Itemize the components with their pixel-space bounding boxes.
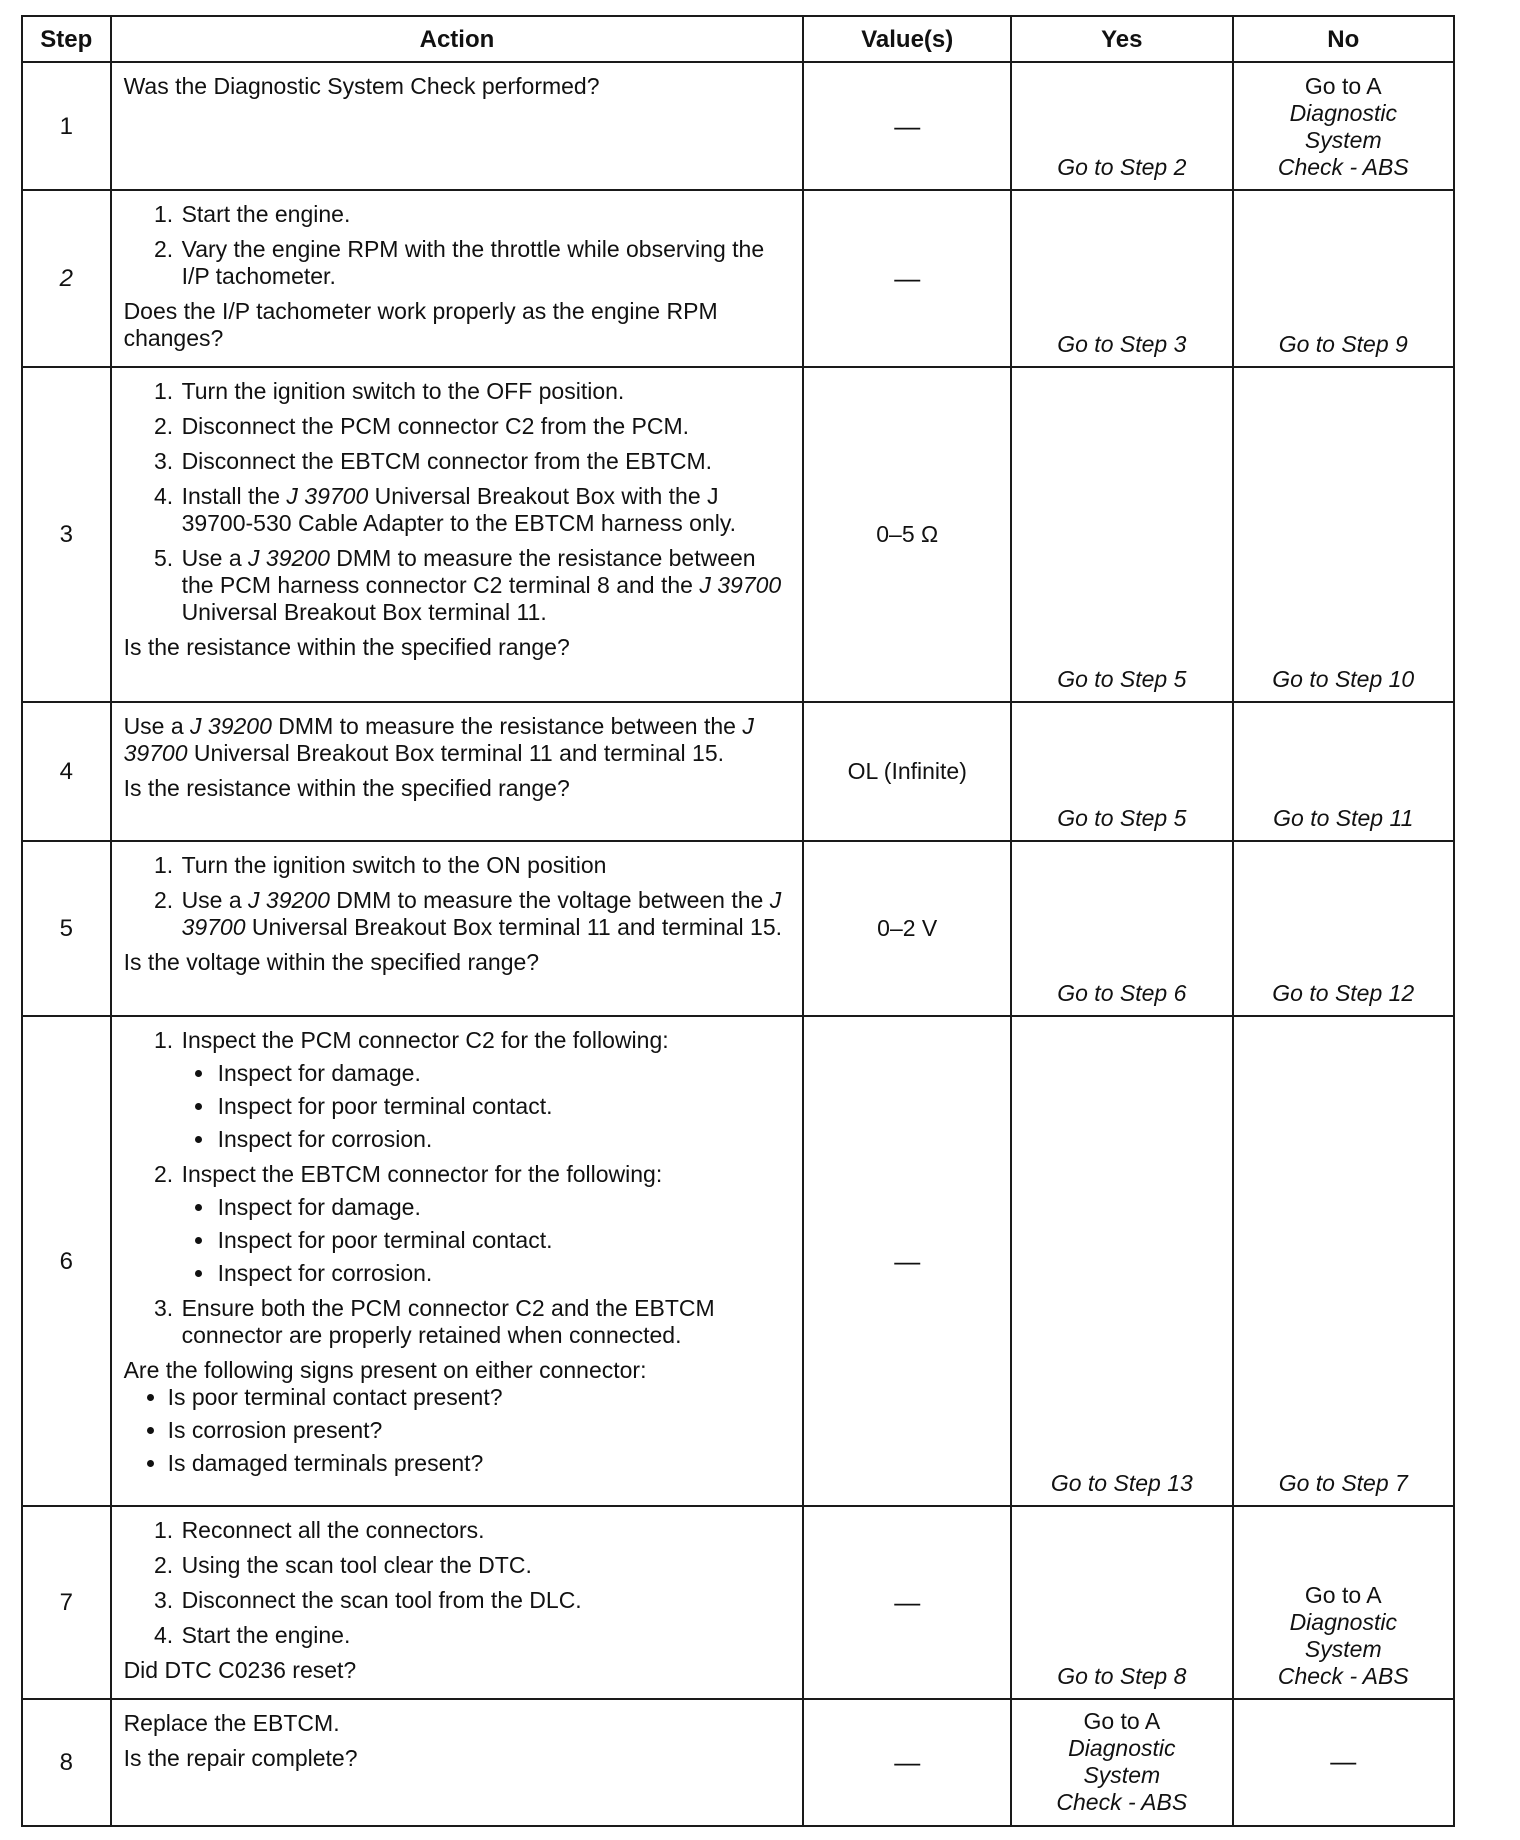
action-cell	[111, 1016, 804, 1506]
action-cell	[111, 190, 804, 367]
no-text: System	[1304, 1636, 1382, 1662]
no-text: Go to A	[1304, 73, 1382, 99]
no-cell: Go to Step 12	[1233, 841, 1454, 1016]
action-question: Is the repair complete?	[123, 1745, 358, 1771]
yes-cell: Go to Step 5	[1011, 367, 1232, 702]
yes-text: Go to A	[1083, 1708, 1161, 1734]
action-item: 3. Disconnect the EBTCM connector from the EBTCM.	[180, 448, 791, 475]
header-row	[22, 16, 1454, 62]
step-number: 3	[22, 367, 111, 702]
text: Inspect the PCM connector C2 for the following:	[181, 1027, 669, 1053]
action-question: Is the voltage within the specified range?	[123, 949, 540, 975]
yes-cell	[1011, 1699, 1232, 1826]
action-cell	[111, 702, 804, 841]
yes-cell: Go to Step 2	[1011, 62, 1232, 190]
value-cell: —	[803, 1016, 1011, 1506]
step-number: 7	[22, 1506, 111, 1699]
action-item: 1. Reconnect all the connectors.	[180, 1517, 791, 1544]
action-item: 1. Turn the ignition switch to the OFF position.	[180, 378, 791, 405]
step-number: 4	[22, 702, 111, 841]
no-text: Go to A	[1304, 1582, 1382, 1608]
action-item: 3. Ensure both the PCM connector C2 and the EBTCM connector are properly retained when connected.	[180, 1295, 791, 1349]
sub-item: • Inspect for corrosion.	[216, 1260, 791, 1287]
tool-ref: J 39700	[181, 887, 782, 940]
action-text: Was the Diagnostic System Check performed?	[123, 73, 600, 99]
sub-item: • Inspect for damage.	[216, 1194, 791, 1221]
no-text: Diagnostic	[1289, 1609, 1397, 1635]
value-cell: —	[803, 1699, 1011, 1826]
action-item: 2. Using the scan tool clear the DTC.	[180, 1552, 791, 1579]
action-cell	[111, 1699, 804, 1826]
action-item: 1. Start the engine.	[180, 201, 791, 228]
question-item: • Is corrosion present?	[168, 1417, 791, 1444]
header-yes: Yes	[1011, 16, 1232, 62]
table-row	[22, 1699, 1454, 1826]
action-question: Does the I/P tachometer work properly as the engine RPM changes?	[123, 298, 718, 351]
value-cell: 0–2 V	[803, 841, 1011, 1016]
table-row	[22, 367, 1454, 702]
no-cell: Go to Step 10	[1233, 367, 1454, 702]
yes-cell: Go to Step 13	[1011, 1016, 1232, 1506]
sub-item: • Inspect for poor terminal contact.	[216, 1227, 791, 1254]
step-number: 2	[22, 190, 111, 367]
table-row	[22, 1506, 1454, 1699]
action-item: 2. Vary the engine RPM with the throttle while observing the I/P tachometer.	[180, 236, 791, 290]
action-question: Did DTC C0236 reset?	[123, 1657, 357, 1683]
no-cell: Go to Step 11	[1233, 702, 1454, 841]
text: Universal Breakout Box terminal 11 and terminal 15.	[187, 740, 725, 766]
value-cell: —	[803, 62, 1011, 190]
action-item	[180, 483, 791, 537]
tool-ref: J 39700	[123, 713, 754, 766]
yes-text: Diagnostic	[1068, 1735, 1176, 1761]
text: Install the	[181, 483, 287, 509]
no-text: Check - ABS	[1277, 1663, 1409, 1689]
yes-cell: Go to Step 8	[1011, 1506, 1232, 1699]
action-item: 2. Disconnect the PCM connector C2 from the PCM.	[180, 413, 791, 440]
value-cell: 0–5 Ω	[803, 367, 1011, 702]
step-number: 8	[22, 1699, 111, 1826]
no-text: Check - ABS	[1277, 154, 1409, 180]
text: Inspect the EBTCM connector for the following:	[181, 1161, 663, 1187]
text: Use a	[123, 713, 191, 739]
question-item: • Is poor terminal contact present?	[168, 1384, 791, 1411]
action-item	[180, 1161, 791, 1287]
action-cell	[111, 841, 804, 1016]
action-question: Is the resistance within the specified range?	[123, 775, 570, 801]
action-question: Are the following signs present on either connector:	[123, 1357, 647, 1383]
action-cell	[111, 1506, 804, 1699]
tool-ref: J 39700	[699, 572, 782, 598]
step-number: 5	[22, 841, 111, 1016]
action-text	[124, 713, 791, 767]
text: DMM to measure the voltage between the	[329, 887, 770, 913]
tool-ref: J 39200	[248, 887, 330, 913]
table-row	[22, 62, 1454, 190]
header-step: Step	[22, 16, 111, 62]
action-text: Replace the EBTCM.	[123, 1710, 340, 1736]
table-row	[22, 702, 1454, 841]
table-row	[22, 1016, 1454, 1506]
no-cell	[1233, 62, 1454, 190]
yes-cell: Go to Step 6	[1011, 841, 1232, 1016]
text: Use a	[181, 545, 249, 571]
action-item: 3. Disconnect the scan tool from the DLC.	[180, 1587, 791, 1614]
no-cell	[1233, 1506, 1454, 1699]
table-row	[22, 190, 1454, 367]
sub-item: • Inspect for corrosion.	[216, 1126, 791, 1153]
yes-text: Check - ABS	[1056, 1789, 1188, 1815]
action-item	[180, 545, 791, 626]
action-item: 1. Turn the ignition switch to the ON position	[180, 852, 791, 879]
action-cell	[111, 62, 804, 190]
value-cell: —	[803, 190, 1011, 367]
action-item: 4. Start the engine.	[180, 1622, 791, 1649]
action-cell	[111, 367, 804, 702]
tool-ref: J 39200	[190, 713, 272, 739]
action-item	[180, 1027, 791, 1153]
step-number: 6	[22, 1016, 111, 1506]
text: Universal Breakout Box terminal 11.	[181, 599, 547, 625]
sub-item: • Inspect for damage.	[216, 1060, 791, 1087]
text: DMM to measure the resistance between the PCM harness connector C2 terminal 8 and the	[181, 545, 756, 598]
no-cell: Go to Step 9	[1233, 190, 1454, 367]
text: Use a	[181, 887, 249, 913]
header-no: No	[1233, 16, 1454, 62]
no-cell: Go to Step 7	[1233, 1016, 1454, 1506]
action-item	[180, 887, 791, 941]
tool-ref: J 39700	[286, 483, 369, 509]
header-values: Value(s)	[803, 16, 1011, 62]
text: DMM to measure the resistance between the	[271, 713, 743, 739]
diagnostic-table	[21, 15, 1455, 1827]
yes-cell: Go to Step 3	[1011, 190, 1232, 367]
text: Universal Breakout Box terminal 11 and terminal 15.	[245, 914, 783, 940]
text: Universal Breakout Box with the J 39700-530 Cable Adapter to the EBTCM harness only.	[181, 483, 737, 536]
header-action: Action	[111, 16, 804, 62]
tool-ref: J 39200	[248, 545, 330, 571]
step-number: 1	[22, 62, 111, 190]
yes-text: System	[1083, 1762, 1161, 1788]
no-text: System	[1304, 127, 1382, 153]
value-cell: —	[803, 1506, 1011, 1699]
no-cell: —	[1233, 1699, 1454, 1826]
question-item: • Is damaged terminals present?	[168, 1450, 791, 1477]
action-question: Is the resistance within the specified range?	[123, 634, 570, 660]
no-text: Diagnostic	[1289, 100, 1397, 126]
yes-cell: Go to Step 5	[1011, 702, 1232, 841]
table-row	[22, 841, 1454, 1016]
sub-item: • Inspect for poor terminal contact.	[216, 1093, 791, 1120]
value-cell: OL (Infinite)	[803, 702, 1011, 841]
